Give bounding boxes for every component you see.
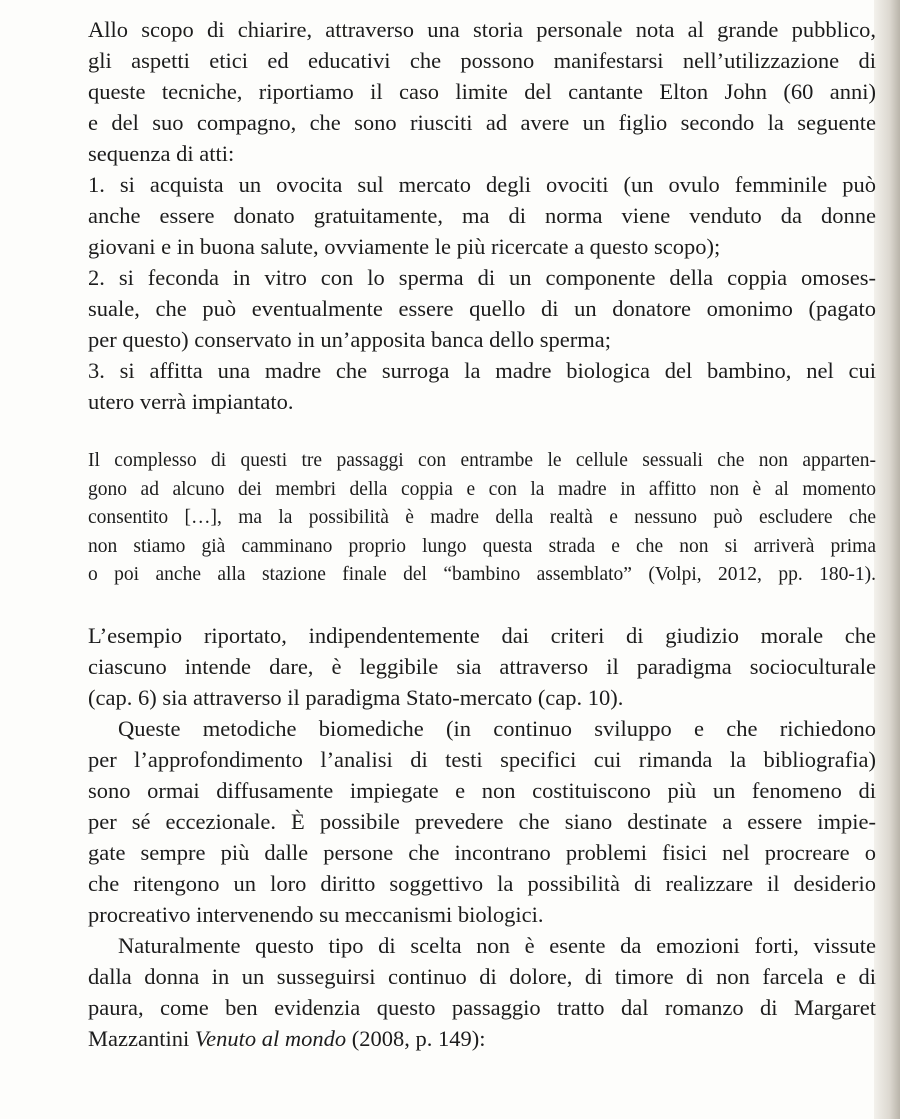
text-line: paura, come ben evidenzia questo passaggio tratto dal romanzo di Margaret [88, 994, 876, 1020]
text-line: procreativo intervenendo su meccanismi biologici. [88, 901, 544, 927]
text-line: Naturalmente questo tipo di scelta non è esente da emozioni forti, vissute [118, 932, 876, 958]
step-3-line: 3. si affitta una madre che surroga la madre biologica del bambino, nel cui [88, 358, 876, 383]
text-line: (cap. 6) sia attraverso il paradigma Stato-mercato (cap. 10). [88, 684, 624, 710]
step-1-line: anche essere donato gratuitamente, ma di norma viene venduto da donne [88, 203, 876, 228]
book-page [88, 14, 876, 1054]
text-line: per sé eccezionale. È possibile prevedere che siano destinate a essere impie- [88, 808, 876, 834]
text-line: queste tecniche, riportiamo il caso limite del cantante Elton John (60 anni) [88, 79, 876, 104]
step-2-line: per questo) conservato in un’apposita banca dello sperma; [88, 327, 611, 352]
text-line: sequenza di atti: [88, 141, 235, 166]
text-line: Queste metodiche biomediche (in continuo sviluppo e che richiedono [118, 715, 876, 741]
author-name: Mazzantini [88, 1025, 195, 1051]
step-2-line: 2. si feconda in vitro con lo sperma di un componente della coppia omoses- [88, 265, 876, 290]
book-page-edge [874, 0, 900, 1119]
quote-line: o poi anche alla stazione finale del “bambino assemblato” (Volpi, 2012, pp. 180-1). [88, 564, 876, 585]
text-line: L’esempio riportato, indipendentemente dai criteri di giudizio morale che [88, 622, 876, 648]
book-title: Venuto al mondo [194, 1025, 347, 1051]
text-line: sono ormai diffusamente impiegate e non costituiscono più un fenomeno di [88, 777, 876, 803]
block-quote [88, 447, 876, 590]
text-line: ciascuno intende dare, è leggibile sia attraverso il paradigma socioculturale [88, 653, 876, 679]
paragraph-methods [88, 713, 876, 930]
quote-line: non stiamo già camminano proprio lungo questa strada e che non si arriverà prima [88, 535, 876, 557]
text-line: che ritengono un loro diritto soggettivo la possibilità di realizzare il desiderio [88, 870, 876, 896]
quote-line: Il complesso di questi tre passaggi con entrambe le cellule sessuali che non apparten- [88, 450, 876, 471]
step-3-line: utero verrà impiantato. [88, 389, 294, 414]
text-line: per l’approfondimento l’analisi di testi specifici cui rimanda la bibliografia) [88, 746, 876, 772]
text-line: Allo scopo di chiarire, attraverso una storia personale nota al grande pubblico, [88, 17, 876, 42]
step-1-line: 1. si acquista un ovocita sul mercato degli ovociti (un ovulo femminile può [88, 172, 876, 197]
paragraph-example [88, 620, 876, 713]
step-1-line: giovani e in buona salute, ovviamente le più ricercate a questo scopo); [88, 234, 721, 259]
text-line [88, 1023, 876, 1054]
step-2-line: suale, che può eventualmente essere quello di un donatore omonimo (pagato [88, 296, 876, 321]
intro-paragraph [88, 14, 876, 169]
text-line: dalla donna in un susseguirsi continuo di dolore, di timore di non farcela e di [88, 963, 876, 989]
numbered-steps [88, 169, 876, 417]
quote-line: gono ad alcuno dei membri della coppia e con la madre in affitto non è al momento [88, 478, 876, 500]
citation: (2008, p. 149): [346, 1025, 486, 1051]
paragraph-emotions [88, 930, 876, 1054]
quote-line: consentito […], ma la possibilità è madre della realtà e nessuno può escludere che [88, 507, 876, 528]
text-line: gli aspetti etici ed educativi che possono manifestarsi nell’utilizzazione di [88, 48, 876, 73]
text-line: e del suo compagno, che sono riusciti ad avere un figlio secondo la seguente [88, 110, 876, 135]
text-line: gate sempre più dalle persone che incontrano problemi fisici nel procreare o [88, 839, 876, 865]
